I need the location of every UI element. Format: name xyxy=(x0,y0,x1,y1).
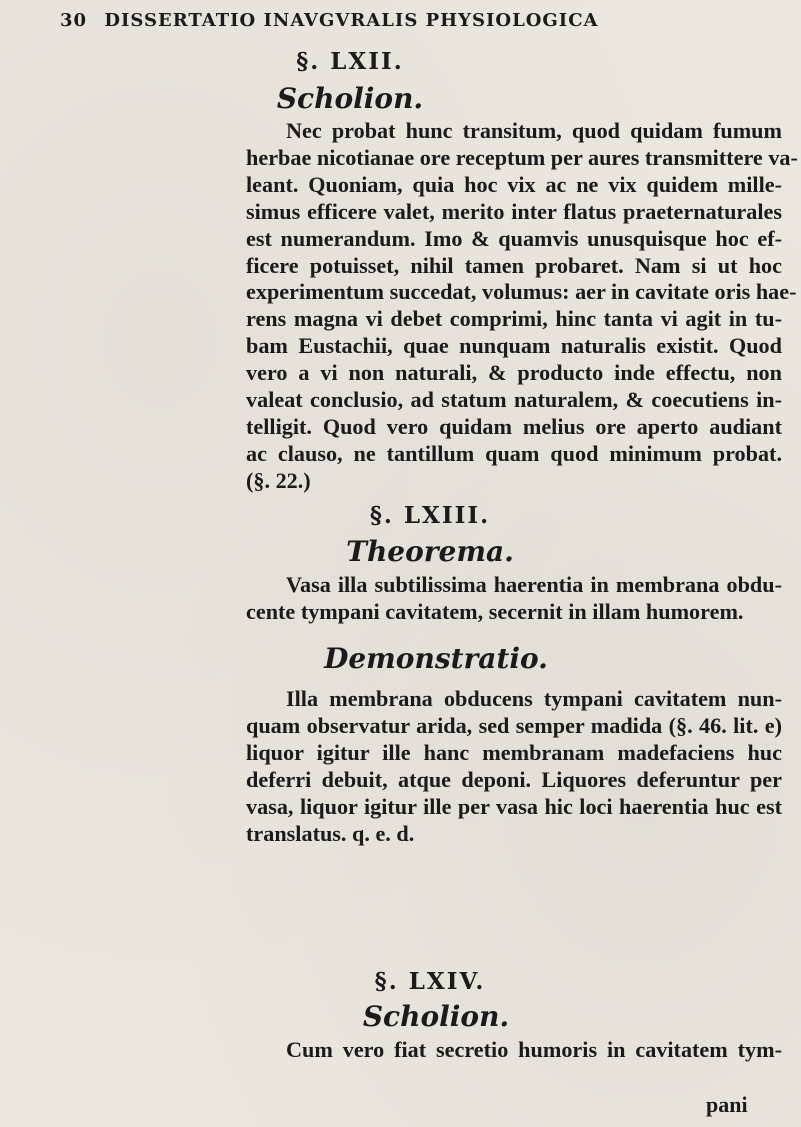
section-number: §. LXIII. xyxy=(369,502,491,529)
page-number: 30 xyxy=(60,10,88,31)
text-line: bam Eustachii, quae nunquam naturalis existit. Quod xyxy=(246,333,782,359)
text-line: telligit. Quod vero quidam melius ore aperto audiant xyxy=(246,413,782,439)
text-line: ac clauso, ne tantillum quam quod minimum probat. xyxy=(246,440,782,466)
section-body xyxy=(246,686,782,847)
text-line: cente tympani cavitatem, secernit in illam humorem. xyxy=(246,598,744,624)
text-line: Vasa illa subtilissima haerentia in membrana obdu- xyxy=(286,572,782,597)
section-subtitle: Scholion. xyxy=(276,82,424,115)
section-body xyxy=(246,1037,782,1064)
text-line: liquor igitur ille hanc membranam madefaciens huc xyxy=(246,739,782,765)
section-subtitle: Scholion. xyxy=(362,1000,510,1033)
text-line: (§. 22.) xyxy=(246,467,311,493)
text-line: herbae nicotianae ore receptum per aures transmittere va- xyxy=(246,144,798,170)
running-title: DISSERTATIO INAVGVRALIS PHYSIOLOGICA xyxy=(104,10,599,31)
text-line: Cum vero fiat secretio humoris in cavitatem tym- xyxy=(286,1037,782,1062)
text-line: experimentum succedat, volumus: aer in cavitate oris hae- xyxy=(246,279,797,305)
text-line: Illa membrana obducens tympani cavitatem nun- xyxy=(286,686,782,711)
text-line: ficere potuisset, nihil tamen probaret. Nam si ut hoc xyxy=(246,252,782,278)
text-line: Nec probat hunc transitum, quod quidam fumum xyxy=(286,118,782,143)
section-body xyxy=(246,118,798,495)
text-line: quam observatur arida, sed semper madida (§. 46. lit. e) xyxy=(246,712,782,738)
section-number: §. LXII. xyxy=(296,48,404,75)
text-line: rens magna vi debet comprimi, hinc tanta vi agit in tu- xyxy=(246,306,782,332)
text-line: est numerandum. Imo & quamvis unusquisque hoc ef- xyxy=(246,225,782,251)
text-line: valeat conclusio, ad statum naturalem, & coecutiens in- xyxy=(246,387,782,413)
section-body xyxy=(246,572,782,626)
section-number: §. LXIV. xyxy=(374,968,486,995)
text-line: leant. Quoniam, quia hoc vix ac ne vix quidem mille- xyxy=(246,171,782,197)
catchword: pani xyxy=(706,1092,748,1117)
text-line: vasa, liquor igitur ille per vasa hic loci haerentia huc est xyxy=(246,793,782,819)
running-head xyxy=(60,10,599,31)
text-line: deferri debuit, atque deponi. Liquores deferuntur per xyxy=(246,766,782,792)
section-subtitle: Demonstratio. xyxy=(324,642,548,675)
section-subtitle: Theorema. xyxy=(346,535,514,568)
text-line: vero a vi non naturali, & producto inde effectu, non xyxy=(246,360,782,386)
text-line: translatus. q. e. d. xyxy=(246,820,415,846)
text-line: simus efficere valet, merito inter flatus praeternaturales xyxy=(246,198,782,224)
